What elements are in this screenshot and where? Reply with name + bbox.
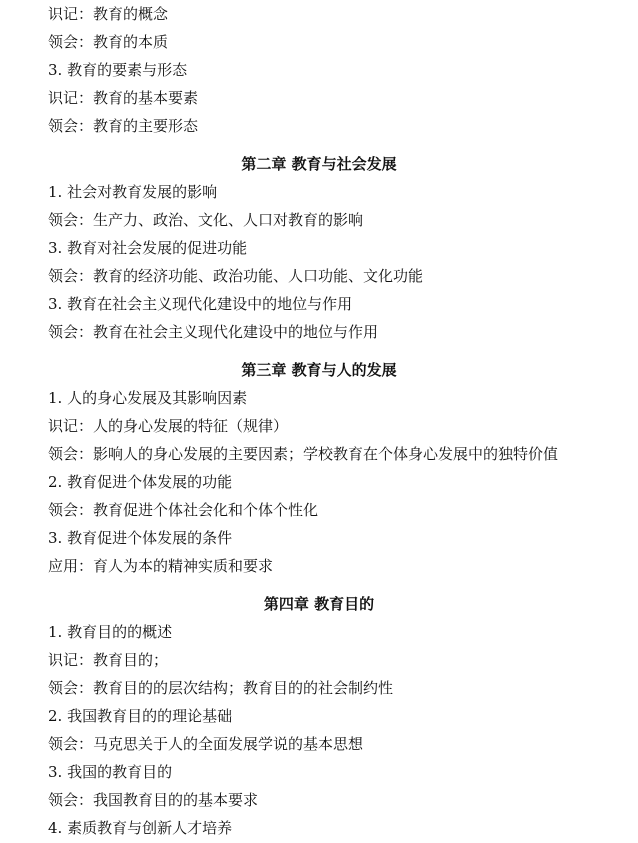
text-line: 领会：教育在社会主义现代化建设中的地位与作用 <box>48 323 379 341</box>
text-line: 领会：教育的本质 <box>48 33 169 51</box>
text-line: 领会：生产力、政治、文化、人口对教育的影响 <box>48 211 364 229</box>
text-line: 1. 人的身心发展及其影响因素 <box>48 389 248 407</box>
text-line: 领会：影响人的身心发展的主要因素；学校教育在个体身心发展中的独特价值 <box>48 445 559 463</box>
text-line: 应用：育人为本的精神实质和要求 <box>48 557 274 575</box>
text-line: 领会：我国教育目的的基本要求 <box>48 791 259 809</box>
text-line: 3. 教育在社会主义现代化建设中的地位与作用 <box>48 295 353 313</box>
text-line: 识记：人的身心发展的特征（规律） <box>48 417 289 435</box>
text-line: 领会：教育目的的层次结构；教育目的的社会制约性 <box>48 679 394 697</box>
chapter-heading: 第二章 教育与社会发展 <box>241 155 397 173</box>
text-line: 识记：教育的基本要素 <box>48 89 199 107</box>
text-line: 识记：教育目的； <box>48 651 169 669</box>
text-line: 3. 教育对社会发展的促进功能 <box>48 239 248 257</box>
text-line: 1. 社会对教育发展的影响 <box>48 183 218 201</box>
text-line: 识记：教育的概念 <box>48 5 169 23</box>
chapter-heading: 第四章 教育目的 <box>263 595 375 613</box>
text-line: 1. 教育目的的概述 <box>48 623 173 641</box>
text-line: 领会：马克思关于人的全面发展学说的基本思想 <box>48 735 364 753</box>
text-line: 3. 教育促进个体发展的条件 <box>48 529 233 547</box>
chapter-heading: 第三章 教育与人的发展 <box>241 361 397 379</box>
text-line: 2. 教育促进个体发展的功能 <box>48 473 233 491</box>
text-line: 3. 我国的教育目的 <box>48 763 173 781</box>
text-line: 4. 素质教育与创新人才培养 <box>48 819 233 837</box>
text-line: 领会：教育的主要形态 <box>48 117 199 135</box>
text-line: 领会：教育促进个体社会化和个体个性化 <box>48 501 319 519</box>
text-line: 领会：教育的经济功能、政治功能、人口功能、文化功能 <box>48 267 424 285</box>
text-line: 2. 我国教育目的的理论基础 <box>48 707 233 725</box>
text-line: 3. 教育的要素与形态 <box>48 61 188 79</box>
